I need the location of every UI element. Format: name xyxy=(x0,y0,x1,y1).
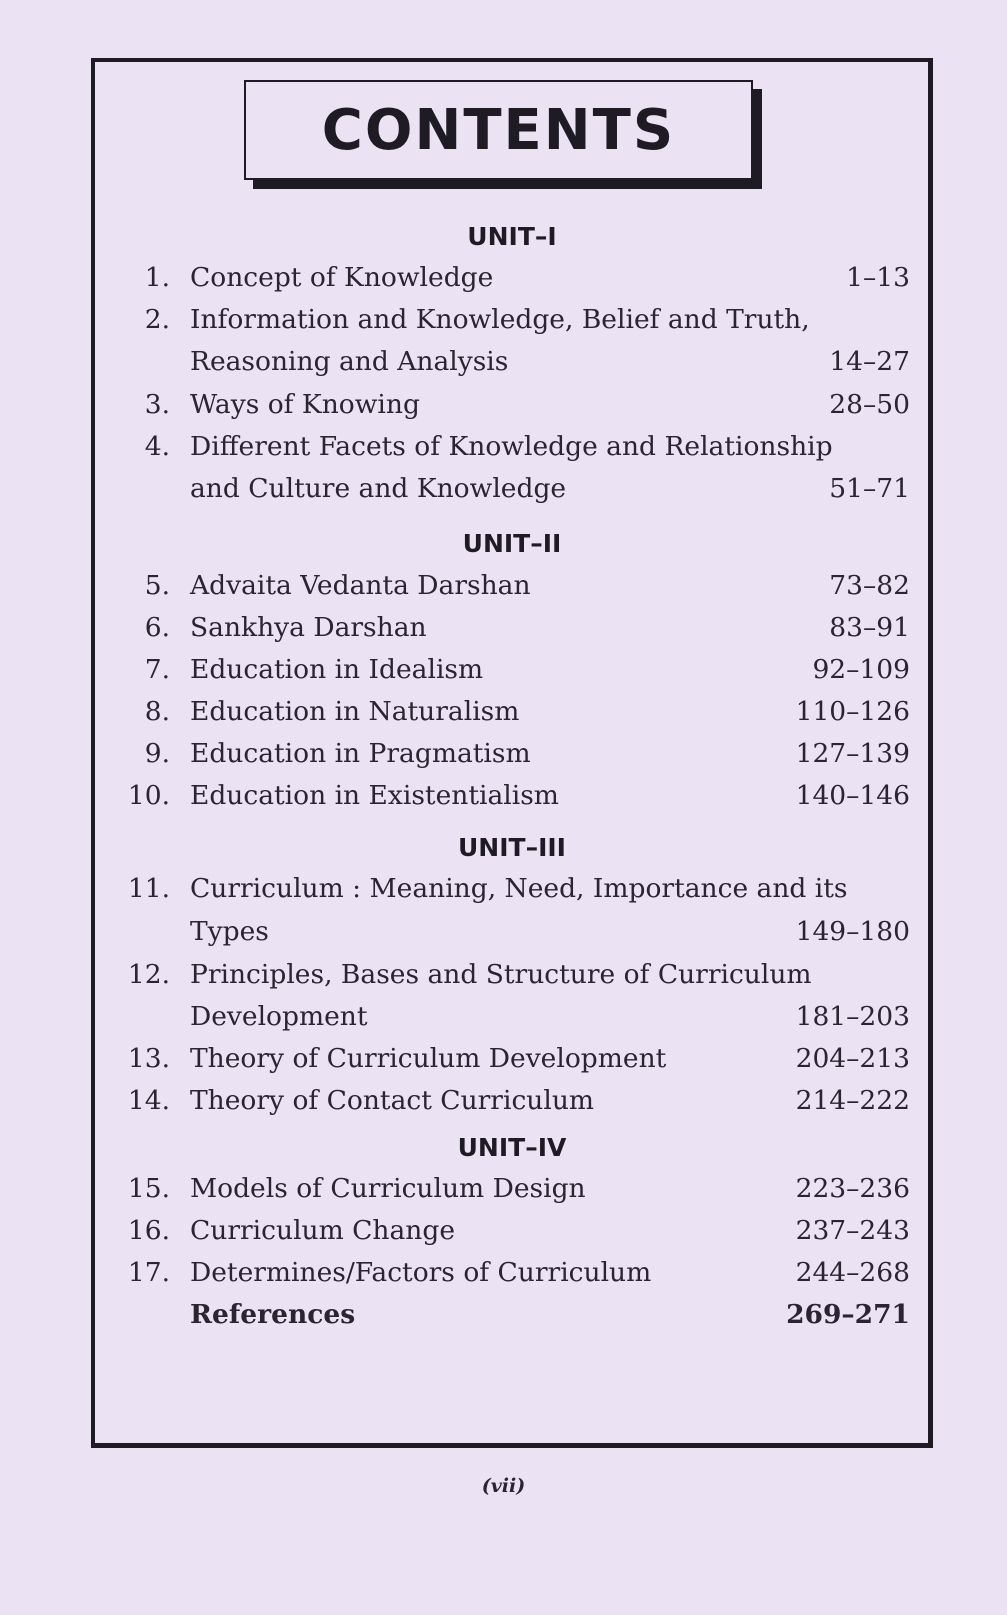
entry-number: 8. xyxy=(144,696,170,727)
entry-pages: 149–180 xyxy=(795,916,910,947)
unit-heading: UNIT–II xyxy=(462,529,562,558)
entry-pages: 127–139 xyxy=(795,738,910,769)
entry-number: 6. xyxy=(144,612,170,643)
toc-entry xyxy=(110,258,910,298)
entry-title: Determines/Factors of Curriculum xyxy=(190,1257,652,1288)
entry-pages: 269–271 xyxy=(786,1299,910,1330)
toc-entry xyxy=(110,776,910,816)
entry-number: 1. xyxy=(144,262,170,293)
entry-title: Curriculum Change xyxy=(190,1215,456,1246)
entry-pages: 51–71 xyxy=(829,473,910,504)
toc-entry-continuation xyxy=(110,997,910,1037)
entry-pages: 237–243 xyxy=(795,1215,910,1246)
entry-pages: 140–146 xyxy=(795,780,910,811)
entry-number: 7. xyxy=(144,654,170,685)
entry-pages: 92–109 xyxy=(812,654,910,685)
entry-number: 12. xyxy=(127,959,170,990)
entry-title: Models of Curriculum Design xyxy=(190,1173,586,1204)
entry-pages: 110–126 xyxy=(795,696,910,727)
toc-entry-continuation xyxy=(110,469,910,509)
toc-entry xyxy=(110,427,910,467)
entry-number: 17. xyxy=(127,1257,170,1288)
entry-title-continued: and Culture and Knowledge xyxy=(190,473,567,504)
entry-title: Education in Existentialism xyxy=(190,780,559,811)
entry-pages: 1–13 xyxy=(846,262,910,293)
toc-entry xyxy=(110,734,910,774)
toc-entry xyxy=(110,650,910,690)
contents-heading-box xyxy=(244,80,753,180)
entry-title: Ways of Knowing xyxy=(190,389,420,420)
entry-title: Education in Idealism xyxy=(190,654,484,685)
entry-pages: 14–27 xyxy=(829,346,910,377)
toc-entry xyxy=(110,608,910,648)
entry-title: References xyxy=(190,1299,356,1330)
entry-pages: 73–82 xyxy=(829,570,910,601)
entry-title: Advaita Vedanta Darshan xyxy=(190,570,531,601)
toc-entry xyxy=(110,1039,910,1079)
toc-entry xyxy=(110,566,910,606)
entry-title: Different Facets of Knowledge and Relationship xyxy=(190,431,833,462)
toc-entry xyxy=(110,955,910,995)
unit-heading: UNIT–I xyxy=(467,222,557,251)
entry-title: Information and Knowledge, Belief and Truth, xyxy=(190,304,810,335)
entry-title-continued: Reasoning and Analysis xyxy=(190,346,509,377)
entry-number: 11. xyxy=(127,873,170,904)
entry-pages: 83–91 xyxy=(829,612,910,643)
entry-number: 10. xyxy=(127,780,170,811)
entry-number: 4. xyxy=(144,431,170,462)
entry-title: Education in Naturalism xyxy=(190,696,520,727)
toc-entry xyxy=(110,300,910,340)
entry-pages: 204–213 xyxy=(795,1043,910,1074)
entry-pages: 181–203 xyxy=(795,1001,910,1032)
entry-title: Sankhya Darshan xyxy=(190,612,427,643)
entry-pages: 28–50 xyxy=(829,389,910,420)
toc-entry xyxy=(110,385,910,425)
entry-title: Curriculum : Meaning, Need, Importance and its xyxy=(190,873,848,904)
entry-number: 9. xyxy=(144,738,170,769)
unit-heading: UNIT–IV xyxy=(457,1133,567,1162)
entry-pages: 223–236 xyxy=(795,1173,910,1204)
entry-title: Theory of Curriculum Development xyxy=(190,1043,667,1074)
toc-entry xyxy=(110,1253,910,1293)
entry-number: 16. xyxy=(127,1215,170,1246)
toc-entry xyxy=(110,692,910,732)
entry-number: 2. xyxy=(144,304,170,335)
toc-entry xyxy=(110,1211,910,1251)
entry-title: Principles, Bases and Structure of Curriculum xyxy=(190,959,812,990)
entry-number: 13. xyxy=(127,1043,170,1074)
toc-entry xyxy=(110,1169,910,1209)
toc-entry xyxy=(110,1081,910,1121)
entry-title: Education in Pragmatism xyxy=(190,738,531,769)
entry-pages: 214–222 xyxy=(795,1085,910,1116)
entry-number: 3. xyxy=(144,389,170,420)
toc-entry-references xyxy=(110,1295,910,1335)
toc-entry-continuation xyxy=(110,912,910,952)
entry-number: 15. xyxy=(127,1173,170,1204)
page-folio: (vii) xyxy=(481,1475,526,1497)
entry-title: Theory of Contact Curriculum xyxy=(190,1085,595,1116)
entry-pages: 244–268 xyxy=(795,1257,910,1288)
toc-entry xyxy=(110,869,910,909)
unit-heading: UNIT–III xyxy=(458,833,566,862)
entry-title-continued: Types xyxy=(190,916,269,947)
entry-number: 5. xyxy=(144,570,170,601)
contents-heading: CONTENTS xyxy=(321,97,676,163)
entry-title: Concept of Knowledge xyxy=(190,262,494,293)
toc-entry-continuation xyxy=(110,342,910,382)
entry-number: 14. xyxy=(127,1085,170,1116)
entry-title-continued: Development xyxy=(190,1001,368,1032)
